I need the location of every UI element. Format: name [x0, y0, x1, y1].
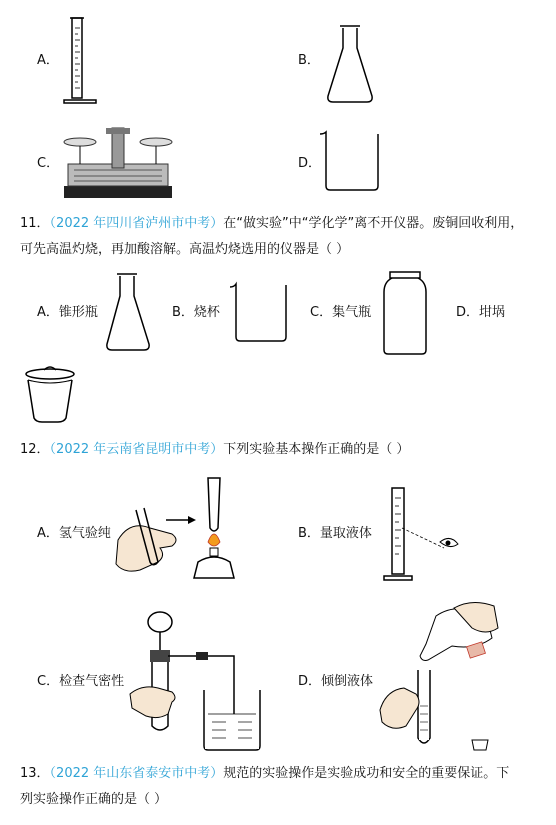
q12-number: 12． — [20, 442, 50, 457]
beaker-image — [316, 128, 380, 194]
q11-text-line1: 在“做实验”中“学化学”离不开仪器。废铜回收利用， — [223, 216, 524, 231]
q12-option-b-label: B．量取液体 — [298, 526, 372, 541]
q13-source: （2022 年山东省泰安市中考） — [49, 766, 224, 781]
balance-scale-image — [60, 124, 175, 202]
q12-option-d-label: D．倾倒液体 — [298, 674, 374, 689]
q13-text-line2: 列实验操作正确的是（ ） — [20, 792, 168, 807]
measuring-liquid-image — [380, 484, 472, 584]
airtightness-check-image — [128, 610, 268, 755]
q11-stem-line1 — [20, 214, 523, 234]
q10-option-a-label: A． — [37, 53, 59, 68]
hydrogen-purity-test-image — [110, 470, 250, 585]
q10-option-c-label: C． — [37, 156, 60, 171]
q11-option-d-label: D．坩埚 — [456, 305, 506, 320]
q11-option-b-label: B．烧杯 — [172, 305, 220, 320]
gas-collecting-bottle-image — [380, 268, 430, 358]
erlenmeyer-flask-image — [324, 24, 380, 104]
q13-stem-line1 — [20, 764, 509, 784]
q12-option-a-label: A．氢气验纯 — [37, 526, 111, 541]
q12-stem — [20, 440, 409, 460]
q11-number: 11． — [20, 216, 50, 231]
erlenmeyer-flask-image — [103, 272, 155, 352]
pouring-liquid-image — [376, 598, 506, 758]
q12-text: 下列实验基本操作正确的是（ ） — [223, 442, 410, 457]
graduated-cylinder-image — [62, 14, 102, 108]
q10-option-b-label: B． — [298, 53, 320, 68]
beaker-image — [228, 281, 290, 345]
q10-option-d-label: D． — [298, 156, 322, 171]
q12-option-c-label: C．检查气密性 — [37, 674, 125, 689]
q11-source: （2022 年四川省泸州市中考） — [49, 216, 224, 231]
q11-option-c-label: C．集气瓶 — [310, 305, 372, 320]
q12-source: （2022 年云南省昆明市中考） — [49, 442, 224, 457]
q13-number: 13． — [20, 766, 50, 781]
crucible-image — [22, 364, 82, 426]
q13-text-line1: 规范的实验操作是实验成功和安全的重要保证。下 — [223, 766, 510, 781]
q11-option-a-label: A．锥形瓶 — [37, 305, 98, 320]
q11-text-line2: 可先高温灼烧，再加酸溶解。高温灼烧选用的仪器是（ ） — [20, 242, 350, 257]
